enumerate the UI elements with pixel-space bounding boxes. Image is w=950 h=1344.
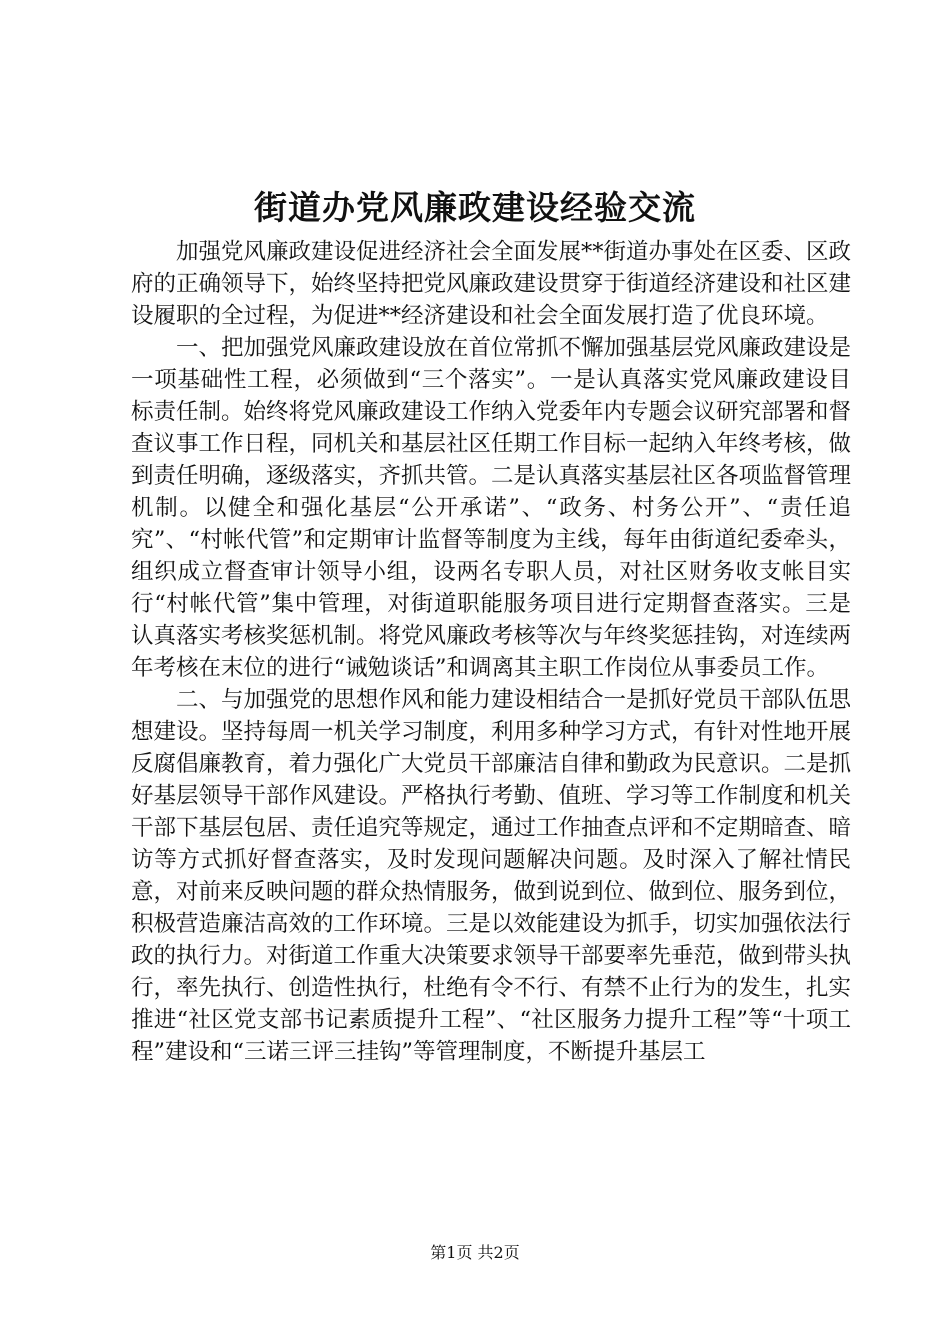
- document-body: [131, 236, 851, 1068]
- page-number-footer: 第1页 共2页: [430, 1243, 520, 1262]
- paragraph-section-one: 一、把加强党风廉政建设放在首位常抓不懈加强基层党风廉政建设是一项基础性工程，必须做到“三个落实”。一是认真落实党风廉政建设目标责任制。始终将党风廉政建设工作纳入党委年内专题会议研究部署和督查议事工作日程，同机关和基层社区任期工作目标一起纳入年终考核，做到责任明确，逐级落实，齐抓共管。二是认真落实基层社区各项监督管理机制。以健全和强化基层“公开承诺”、“政务、村务公开”、“责任追究”、“村帐代管”和定期审计监督等制度为主线，每年由街道纪委牵头，组织成立督查审计领导小组，设两名专职人员，对社区财务收支帐目实行“村帐代管”集中管理，对街道职能服务项目进行定期督查落实。三是认真落实考核奖惩机制。将党风廉政考核等次与年终奖惩挂钩，对连续两年考核在末位的进行“诫勉谈话”和调离其主职工作岗位从事委员工作。: [131, 335, 852, 681]
- document-title: 街道办党风廉政建设经验交流: [254, 188, 696, 227]
- paragraph-intro: 加强党风廉政建设促进经济社会全面发展**街道办事处在区委、区政府的正确领导下，始终坚持把党风廉政建设贯穿于街道经济建设和社区建设履职的全过程，为促进**经济建设和社会全面发展打造了优良环境。: [131, 239, 852, 329]
- paragraph-section-two: 二、与加强党的思想作风和能力建设相结合一是抓好党员干部队伍思想建设。坚持每周一机关学习制度，利用多种学习方式，有针对性地开展反腐倡廉教育，着力强化广大党员干部廉洁自律和勤政为民意识。二是抓好基层领导干部作风建设。严格执行考勤、值班、学习等工作制度和机关干部下基层包居、责任追究等规定，通过工作抽查点评和不定期暗查、暗访等方式抓好督查落实，及时发现问题解决问题。及时深入了解社情民意，对前来反映问题的群众热情服务，做到说到位、做到位、服务到位，积极营造廉洁高效的工作环境。三是以效能建设为抓手，切实加强依法行政的执行力。对街道工作重大决策要求领导干部要率先垂范，做到带头执行，率先执行、创造性执行，杜绝有令不行、有禁不止行为的发生，扎实推进“社区党支部书记素质提升工程”、“社区服务力提升工程”等“十项工程”建设和“三诺三评三挂钩”等管理制度，不断提升基层工: [131, 687, 852, 1065]
